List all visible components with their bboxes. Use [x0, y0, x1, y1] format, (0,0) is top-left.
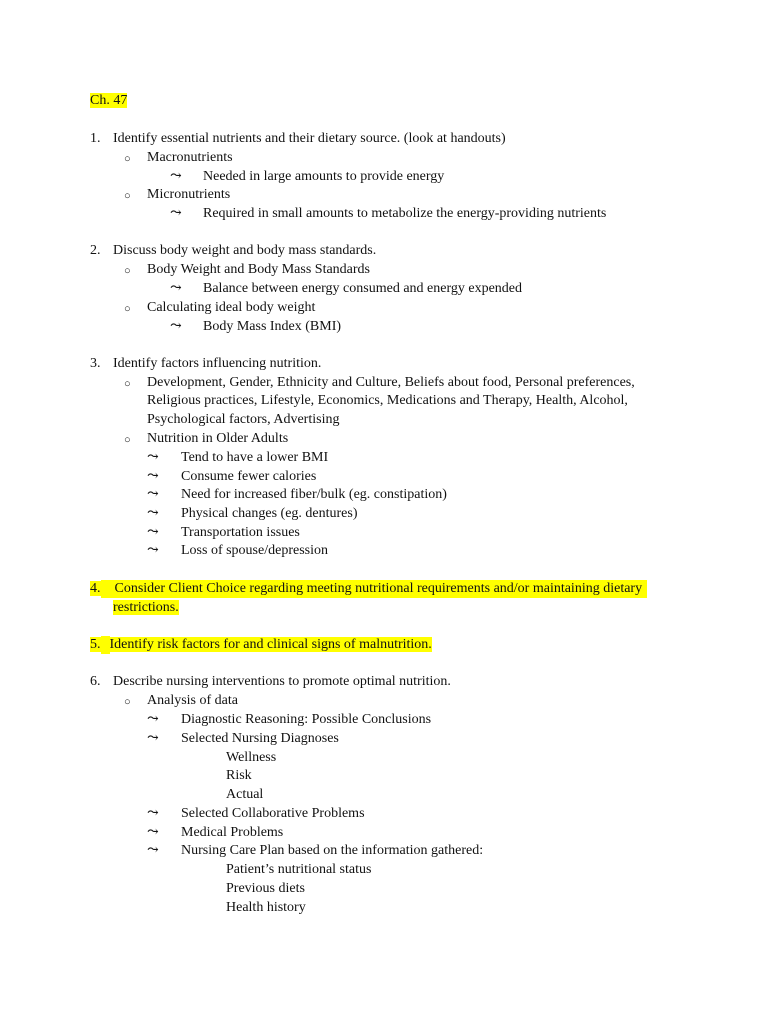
question-4: [90, 580, 647, 598]
squiggle-bullet-icon: ⤳: [147, 825, 159, 840]
squiggle-bullet-icon: ⤳: [147, 450, 159, 465]
question-number: 3.: [90, 356, 101, 371]
squiggle-bullet-icon: ⤳: [147, 712, 159, 727]
question-text: Identify risk factors for and clinical signs of malnutrition.: [109, 637, 432, 652]
sub-item-continuation: Psychological factors, Advertising: [147, 412, 340, 427]
question-number: 2.: [90, 243, 101, 258]
squiggle-bullet-icon: ⤳: [147, 487, 159, 502]
question-text: Consider Client Choice regarding meeting nutritional requirements and/or maintaining dietary: [115, 580, 647, 598]
question-number: 6.: [90, 674, 101, 689]
sub-item-continuation: Religious practices, Lifestyle, Economics, Medications and Therapy, Health, Alcohol,: [147, 393, 628, 408]
question-text: Describe nursing interventions to promote optimal nutrition.: [113, 674, 451, 689]
question-number: 5.: [90, 637, 101, 652]
squiggle-bullet-icon: ⤳: [147, 506, 159, 521]
question-text: Discuss body weight and body mass standards.: [113, 243, 377, 258]
squiggle-bullet-icon: ⤳: [147, 806, 159, 821]
diagnosis-item: Wellness: [226, 750, 277, 765]
circle-bullet-icon: ○: [124, 696, 131, 708]
squiggle-bullet-icon: ⤳: [170, 206, 182, 221]
question-text: Identify factors influencing nutrition.: [113, 356, 322, 371]
circle-bullet-icon: ○: [124, 434, 131, 446]
circle-bullet-icon: ○: [124, 303, 131, 315]
care-plan-item: Patient’s nutritional status: [226, 862, 372, 877]
squiggle-bullet-icon: ⤳: [147, 843, 159, 858]
question-4-continuation: restrictions.: [113, 600, 179, 615]
squiggle-bullet-icon: ⤳: [170, 169, 182, 184]
diagnosis-item: Risk: [226, 768, 252, 783]
squiggle-bullet-icon: ⤳: [147, 731, 159, 746]
circle-bullet-icon: ○: [124, 190, 131, 202]
squiggle-bullet-icon: ⤳: [147, 469, 159, 484]
care-plan-item: Health history: [226, 900, 306, 915]
question-number: 1.: [90, 131, 101, 146]
document-page: Ch. 47 1. Identify essential nutrients and their dietary source. (look at handouts) ○ Macronutrients ⤳ Needed in large amounts to provide energy ○ Micronutrients ⤳ Required in small amounts to metabolize the energy-providing nutrients 2. Discuss body weight and body mass standards. ○ Body Weight and Body Mass Standards ⤳ Balance between energy consumed and energy expended ○ Calculating ideal body weight ⤳ Body Mass Index (BMI) 3. Identify factors influencing nutrition. ○ Development, Gender, Ethnicity and Culture, Beliefs about food, Personal preferences, Religious practices, Lifestyle, Economics, Medications and Therapy, Health, Alcohol, Psychological factors, Advertising ○ Nutrition in Older Adults ⤳ Tend to have a lower BMI ⤳ Consume fewer calories ⤳ Need for increased fiber/bulk (eg. constipation) ⤳ Physical changes (eg. dentures) ⤳ Transportation issues ⤳ Loss of spouse/depression 4. Consider Client Choice regarding meeting nutritional requirements and/or maintaining dietary restrictions. 5. Identify risk factors for and clinical signs of malnutrition. 6. Describe nursing interventions to promote optimal nutrition. ○ Analysis of data ⤳ Diagnostic Reasoning: Possible Conclusions ⤳ Selected Nursing Diagnoses Wellness Risk Actual ⤳ Selected Collaborative Problems ⤳ Medical Problems ⤳ Nursing Care Plan based on the information gathered: Patient’s nutritional status Previous diets Health history: [0, 0, 768, 1024]
squiggle-bullet-icon: ⤳: [170, 281, 182, 296]
question-5: [90, 636, 432, 654]
circle-bullet-icon: ○: [124, 265, 131, 277]
question-number: 4.: [90, 581, 101, 596]
care-plan-item: Previous diets: [226, 881, 305, 896]
squiggle-bullet-icon: ⤳: [170, 319, 182, 334]
circle-bullet-icon: ○: [124, 153, 131, 165]
chapter-heading: Ch. 47: [90, 93, 128, 108]
question-text: Identify essential nutrients and their dietary source. (look at handouts): [113, 131, 506, 146]
diagnosis-item: Actual: [226, 787, 264, 802]
circle-bullet-icon: ○: [124, 378, 131, 390]
squiggle-bullet-icon: ⤳: [147, 525, 159, 540]
squiggle-bullet-icon: ⤳: [147, 543, 159, 558]
